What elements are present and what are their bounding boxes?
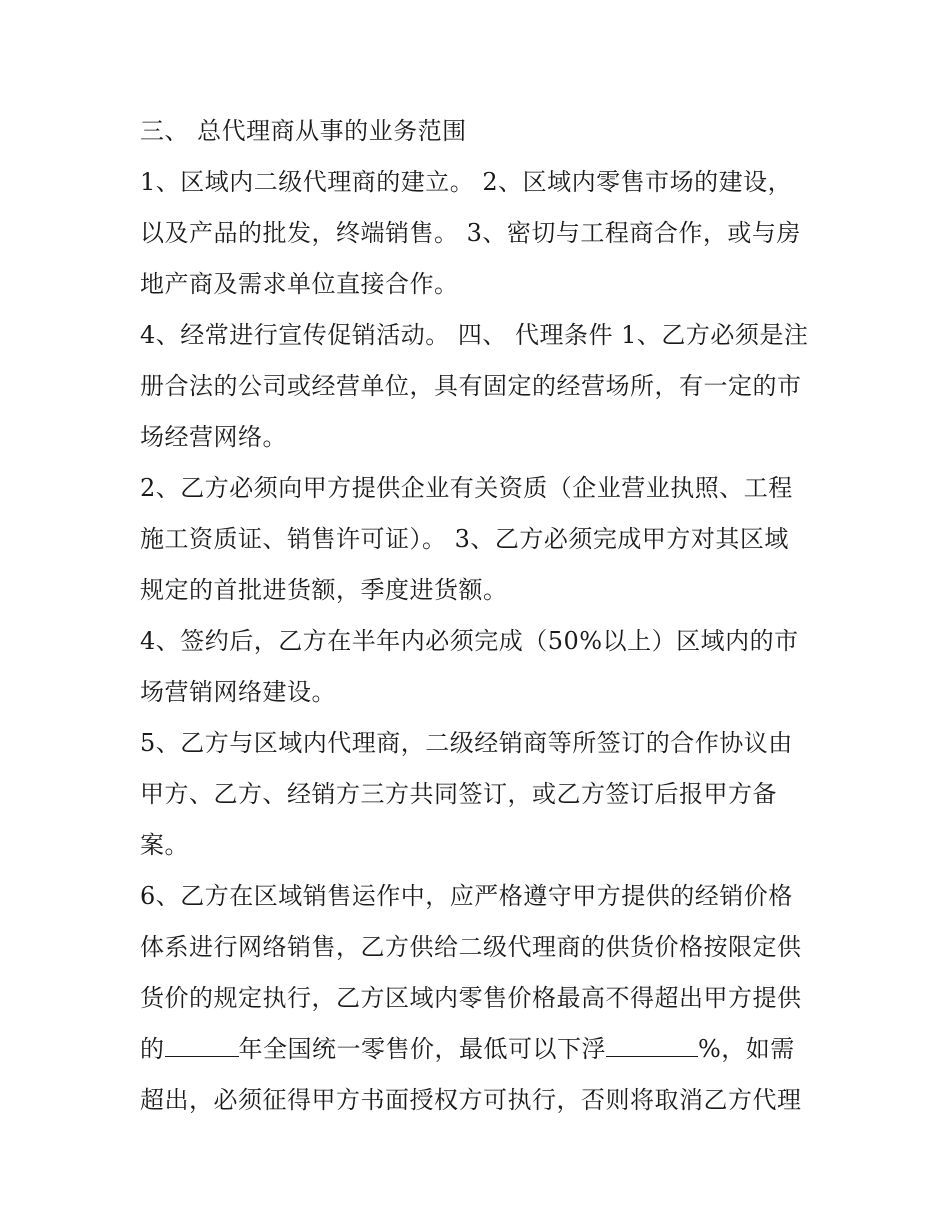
text-line: 体系进行网络销售，乙方供给二级代理商的供货价格按限定供 [140,933,802,961]
document-body [140,106,820,1126]
text-fragment: 年全国统一零售价，最低可以下浮 [238,1035,606,1063]
text-line: 地产商及需求单位直接合作。 [140,270,459,298]
text-line: 规定的首批进货额，季度进货额。 [140,576,508,604]
text-line: 4、经常进行宣传促销活动。 四、 代理条件 1、乙方必须是注 [140,321,809,349]
text-line: 2、乙方必须向甲方提供企业有关资质（企业营业执照、工程 [140,474,793,502]
text-line: 4、签约后，乙方在半年内必须完成（50%以上）区域内的市 [140,627,799,655]
text-line: 册合法的公司或经营单位，具有固定的经营场所，有一定的市 [140,372,802,400]
text-line: 场营销网络建设。 [140,678,336,706]
text-line-with-blanks [140,1024,820,1075]
text-line: 1、区域内二级代理商的建立。 2、区域内零售市场的建设， [140,168,793,196]
text-line: 甲方、乙方、经销方三方共同签订，或乙方签订后报甲方备 [140,780,777,808]
text-line: 6、乙方在区域销售运作中，应严格遵守甲方提供的经销价格 [140,882,793,910]
text-line: 场经营网络。 [140,423,287,451]
text-line: 案。 [140,831,189,859]
fill-in-blank-percent [606,1026,698,1057]
section-heading: 三、 总代理商从事的业务范围 [140,117,467,145]
fill-in-blank-year [165,1026,239,1057]
text-line: 货价的规定执行，乙方区域内零售价格最高不得超出甲方提供 [140,984,802,1012]
text-fragment: 的 [140,1035,165,1063]
text-line: 5、乙方与区域内代理商，二级经销商等所签订的合作协议由 [140,729,793,757]
text-line: 超出，必须征得甲方书面授权方可执行，否则将取消乙方代理 [140,1086,802,1114]
text-fragment: %，如需 [698,1035,795,1063]
text-line: 以及产品的批发，终端销售。 3、密切与工程商合作，或与房 [140,219,801,247]
text-line: 施工资质证、销售许可证）。 3、乙方必须完成甲方对其区域 [140,525,789,553]
